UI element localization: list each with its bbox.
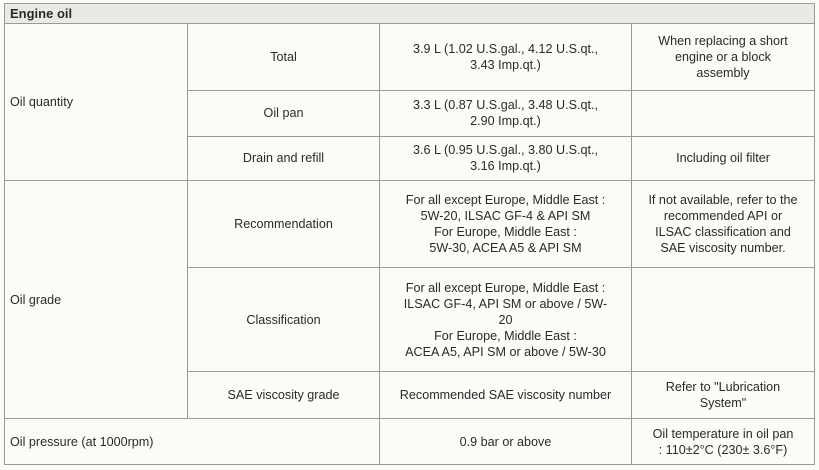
value-total — [380, 24, 632, 91]
value-line: For all except Europe, Middle East : — [405, 280, 606, 295]
note-line: If not available, refer to the — [648, 193, 798, 208]
value-oil-pressure — [380, 419, 632, 465]
note-line: assembly — [696, 66, 750, 81]
table-row-oil-pressure — [5, 419, 815, 465]
note-line: Oil temperature in oil pan — [652, 426, 794, 441]
value-line: For Europe, Middle East : — [434, 328, 577, 343]
note-recommendation — [632, 181, 815, 268]
value-line: 3.43 Imp.qt.) — [470, 58, 541, 73]
note-line: recommended API or — [663, 209, 783, 224]
note-line: Refer to "Lubrication — [665, 380, 781, 395]
engine-oil-spec-table — [4, 3, 815, 465]
value-line: 5W-30, ACEA A5 & API SM — [429, 241, 582, 256]
note-line: SAE viscosity number. — [660, 241, 786, 256]
item-total: Total — [188, 24, 380, 91]
value-line: 3.9 L (1.02 U.S.gal., 4.12 U.S.qt., — [412, 42, 599, 57]
note-line: System" — [699, 396, 747, 411]
category-oil-quantity: Oil quantity — [5, 24, 188, 181]
note-sae-viscosity — [632, 371, 815, 419]
category-oil-grade: Oil grade — [5, 181, 188, 419]
value-line: ACEA A5, API SM or above / 5W-30 — [405, 344, 606, 359]
table-title-row — [5, 4, 815, 24]
note-drain-refill — [632, 136, 815, 181]
note-line: engine or a block — [675, 50, 771, 65]
value-drain-refill — [380, 136, 632, 181]
value-line: For Europe, Middle East : — [434, 225, 577, 240]
note-total — [632, 24, 815, 91]
table-row-total — [5, 24, 815, 91]
value-oil-pan — [380, 91, 632, 137]
note-line: : 110±2°C (230± 3.6°F) — [658, 442, 788, 457]
value-line: 2.90 Imp.qt.) — [470, 114, 541, 129]
note-line: ILSAC classification and — [655, 225, 791, 240]
value-line: 3.3 L (0.87 U.S.gal., 3.48 U.S.qt., — [412, 98, 599, 113]
value-line: ILSAC GF-4, API SM or above / 5W- — [403, 296, 608, 311]
value-line: For all except Europe, Middle East : — [405, 193, 606, 208]
note-line: When replacing a short — [658, 34, 788, 49]
item-classification: Classification — [188, 268, 380, 371]
note-oil-pan — [632, 91, 815, 137]
value-line: 5W-20, ILSAC GF-4 & API SM — [420, 209, 591, 224]
item-drain-refill: Drain and refill — [188, 136, 380, 181]
value-line: 20 — [498, 312, 513, 327]
value-line: Recommended SAE viscosity number — [399, 388, 612, 403]
item-sae-viscosity: SAE viscosity grade — [188, 371, 380, 419]
value-classification — [380, 268, 632, 371]
category-oil-pressure: Oil pressure (at 1000rpm) — [5, 419, 380, 465]
value-line: 3.16 Imp.qt.) — [470, 159, 541, 174]
note-oil-pressure — [632, 419, 815, 465]
item-oil-pan: Oil pan — [188, 91, 380, 137]
value-line: 3.6 L (0.95 U.S.gal., 3.80 U.S.qt., — [412, 143, 599, 158]
value-recommendation — [380, 181, 632, 268]
value-sae-viscosity — [380, 371, 632, 419]
value-line: 0.9 bar or above — [459, 434, 552, 449]
note-classification — [632, 268, 815, 371]
table-row-recommendation — [5, 181, 815, 268]
table-title: Engine oil — [5, 4, 815, 24]
note-line: Including oil filter — [676, 151, 770, 166]
item-recommendation: Recommendation — [188, 181, 380, 268]
